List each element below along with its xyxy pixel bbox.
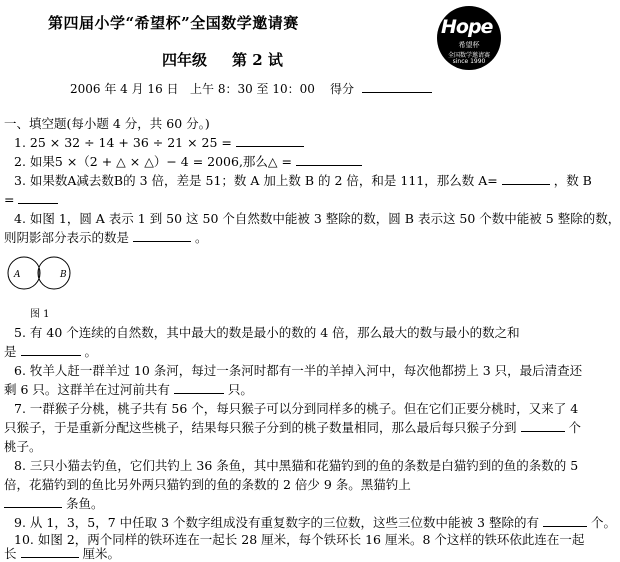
question-3: 3. 如果数A减去数B的 3 倍，差是 51；数 A 加上数 B 的 2 倍，和是 111，那么数 A= ，数 B [14,173,592,188]
score-blank [362,82,432,93]
answer-blank-6 [174,383,224,394]
exam-time: 上午 8：30 至 10：00 [190,82,315,96]
answer-blank-7 [521,421,565,432]
answer-blank-3b [18,193,58,204]
circle-a-label: A [14,270,21,280]
question-7: 7. 一群猴子分桃，桃子共有 56 个，每只猴子可以分到同样多的桃子。但在它们正要分桃时，又来了 4 [14,401,579,416]
circle-a [8,257,40,289]
question-4-cont: 则阴影部分表示的数是 。 [4,230,208,245]
question-2: 2. 如果5 ×（2 + △ × △）− 4 = 2006,那么△ = [14,154,600,170]
answer-blank-5 [21,345,81,356]
question-8-end: 条鱼。 [4,496,590,512]
venn-diagram [4,252,84,294]
answer-blank-10 [21,547,79,558]
question-6: 6. 牧羊人赶一群羊过 10 条河，每过一条河时都有一半的羊掉入河中，每次他都捞上 3 只，最后清查还 [14,363,583,378]
question-4: 4. 如图 1，圆 A 表示 1 到 50 这 50 个自然数中能被 3 整除的数，圆 B 表示这 50 个数中能被 5 整除的数， [14,211,620,226]
question-7-end: 桃子。 [4,439,42,454]
answer-blank-9 [543,516,587,527]
grade-label: 四年级 [162,51,208,69]
question-10-cont: 长 厘米。 [4,546,120,561]
question-7-cont: 只猴子，于是重新分配这些桃子，结果每只猴子分到的桃子数量相同，那么最后每只猴子分到 个 [4,420,581,435]
logo-line-1: 希望杯 [458,41,480,49]
round-label: 第 2 试 [232,51,283,69]
logo-text: Hope [441,16,493,38]
question-10: 10. 如图 2，两个同样的铁环连在一起长 28 厘米，每个铁环长 16 厘米。8 个这样的铁环依此连在一起 [14,532,585,547]
question-6-cont: 剩 6 只。这群羊在过河前共有 只。 [4,382,253,397]
section-heading: 一、填空题(每小题 4 分，共 60 分。) [4,116,210,131]
score-field [330,80,432,97]
hope-cup-logo [437,6,501,70]
question-5: 5. 有 40 个连续的自然数，其中最大的数是最小的数的 4 倍，那么最大的数与最小的数之和 [14,325,520,340]
logo-line-3: since 1990 [452,58,486,65]
answer-blank-1 [236,136,304,147]
question-5-cont: 是 。 [4,344,97,359]
figure-caption: 图 1 [30,309,50,320]
circle-b-label: B [60,270,67,280]
exam-date: 2006 年 4 月 16 日 [70,82,179,96]
question-1: 1. 25 × 32 ÷ 14 + 36 ÷ 21 × 25 = [14,135,600,151]
logo-line-2: 全国数学邀请赛 [447,52,490,59]
question-9: 9. 从 1，3，5，7 中任取 3 个数字组成没有重复数字的三位数，这些三位数中能被 3 整除的有 个。 [14,515,616,530]
answer-blank-2 [296,155,362,166]
question-8: 8. 三只小猫去钓鱼，它们共钓上 36 条鱼，其中黑猫和花猫钓到的鱼的条数是白猫钓到的鱼的条数的 5 [14,458,579,473]
answer-blank-8 [4,497,62,508]
answer-blank-4 [133,231,191,242]
score-label: 得分 [330,82,355,96]
answer-blank-3a [502,174,550,185]
page-title: 第四届小学“希望杯”全国数学邀请赛 [48,14,299,32]
question-3-cont: = [4,192,590,208]
question-8-cont: 倍，花猫钓到的鱼比另外两只猫钓到的鱼的条数的 2 倍少 9 条。黑猫钓上 [4,477,411,492]
